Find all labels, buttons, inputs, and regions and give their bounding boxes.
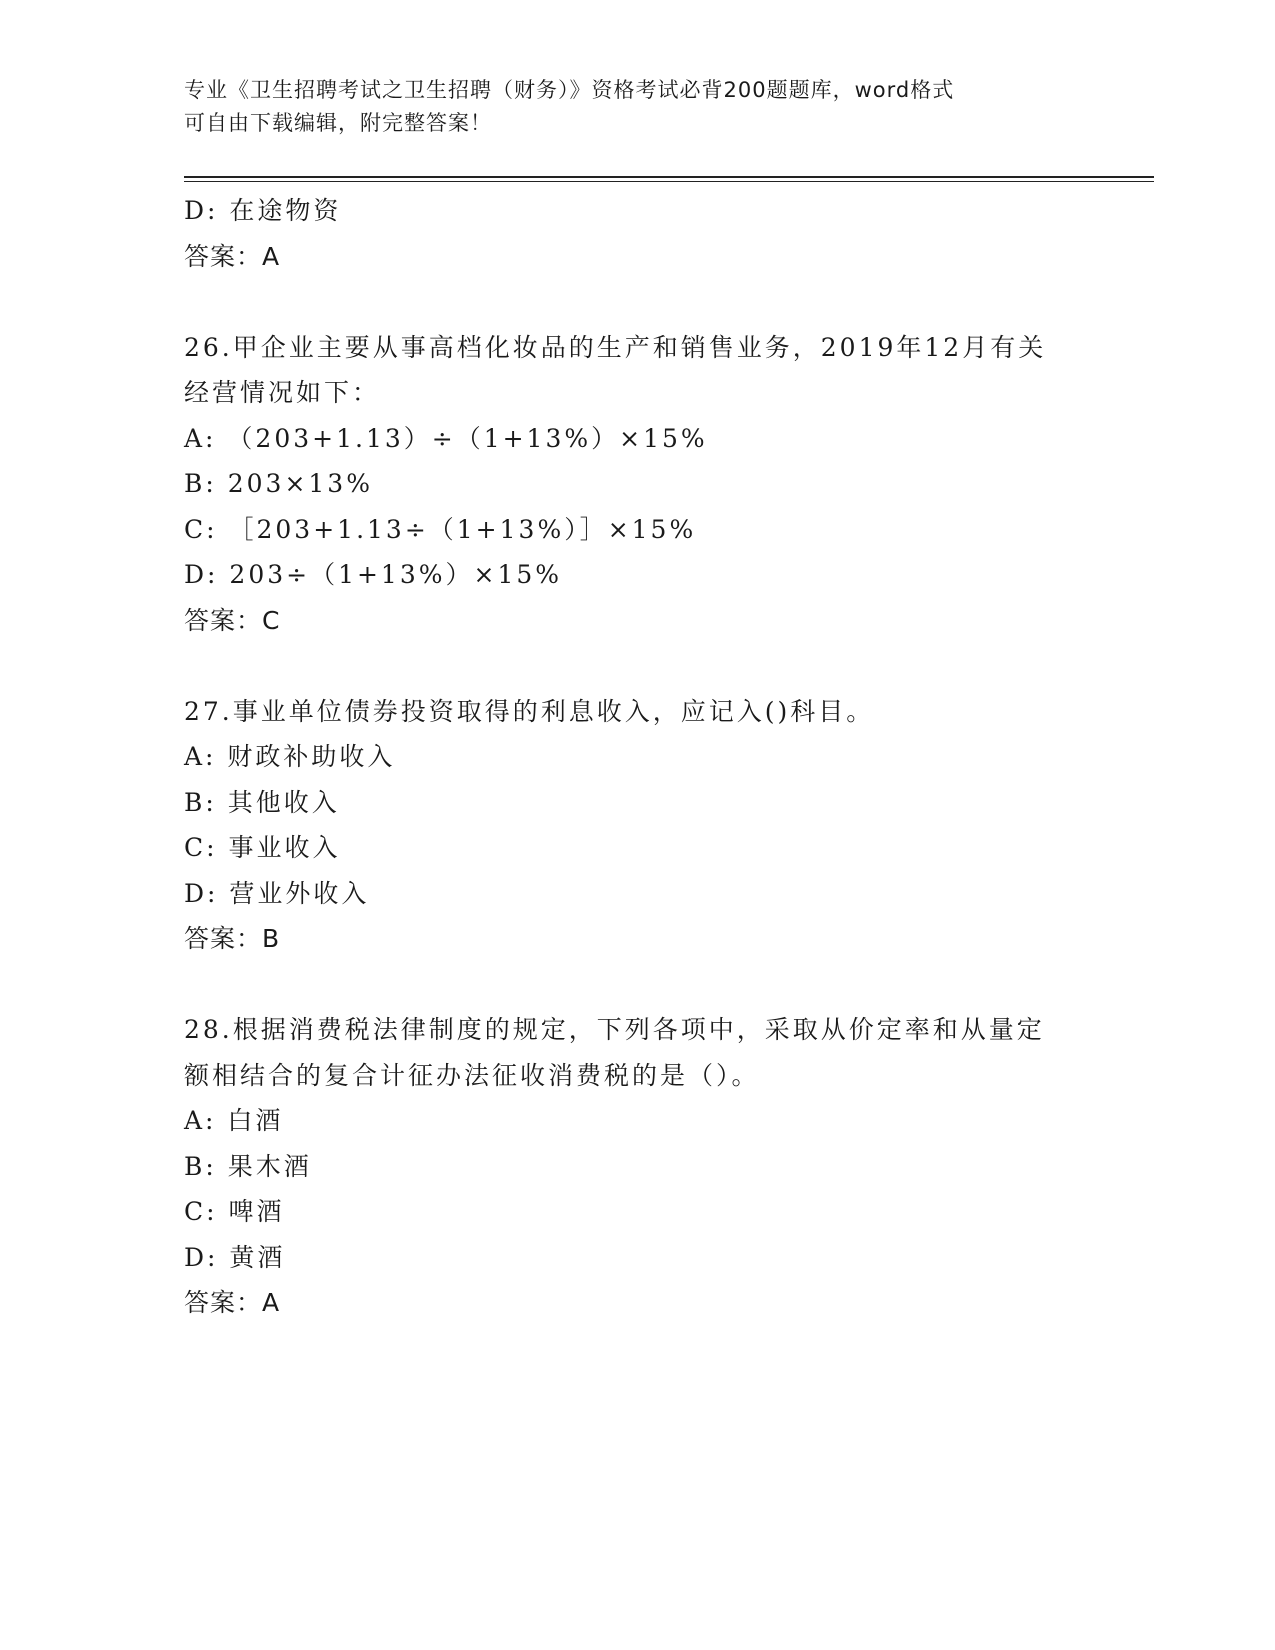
question-stem: 26.甲企业主要从事高档化妆品的生产和销售业务，2019年12月有关 bbox=[184, 332, 1047, 362]
question-stem: 28.根据消费税法律制度的规定，下列各项中，采取从价定率和从量定 bbox=[184, 1015, 1045, 1044]
question-26 bbox=[184, 325, 1084, 644]
header-divider-thin bbox=[184, 181, 1154, 182]
header-line-2: 可自由下载编辑，附完整答案！ bbox=[184, 111, 492, 135]
spacer bbox=[184, 643, 1084, 689]
answer-line: 答案：A bbox=[184, 241, 281, 271]
answer-line: 答案：A bbox=[184, 1288, 281, 1317]
header-line-1: 专业《卫生招聘考试之卫生招聘（财务）》资格考试必背200题题库，word格式 bbox=[184, 78, 955, 102]
option-c: C: 事业收入 bbox=[184, 833, 341, 862]
spacer bbox=[184, 962, 1084, 1008]
answer-line: 答案：C bbox=[184, 605, 281, 635]
header-divider-thick bbox=[184, 176, 1154, 178]
option-a: A: 白酒 bbox=[184, 1106, 284, 1135]
question-25-tail bbox=[184, 188, 1084, 279]
option-c: C: ［203+1.13÷（1+13%）］×15% bbox=[184, 514, 697, 544]
question-stem-continued: 经营情况如下： bbox=[184, 378, 381, 407]
option-b: B: 203×13% bbox=[184, 469, 373, 498]
option-d: D: 在途物资 bbox=[184, 196, 342, 225]
spacer bbox=[184, 279, 1084, 325]
option-d: D: 营业外收入 bbox=[184, 878, 370, 908]
question-27 bbox=[184, 689, 1084, 962]
answer-line: 答案：B bbox=[184, 924, 281, 953]
option-b: B: 其他收入 bbox=[184, 787, 340, 817]
question-list bbox=[184, 188, 1084, 1326]
option-a: A: （203+1.13）÷（1+13%）×15% bbox=[184, 423, 708, 453]
question-28 bbox=[184, 1007, 1084, 1326]
question-stem: 27.事业单位债券投资取得的利息收入，应记入()科目。 bbox=[184, 696, 875, 726]
option-d: D: 203÷（1+13%）×15% bbox=[184, 560, 563, 589]
question-stem-continued: 额相结合的复合计征办法征收消费税的是（）。 bbox=[184, 1060, 760, 1090]
option-a: A: 财政补助收入 bbox=[184, 742, 396, 771]
option-c: C: 啤酒 bbox=[184, 1197, 285, 1226]
option-d: D: 黄酒 bbox=[184, 1242, 286, 1272]
page-header bbox=[184, 74, 1064, 140]
option-b: B: 果木酒 bbox=[184, 1151, 312, 1181]
